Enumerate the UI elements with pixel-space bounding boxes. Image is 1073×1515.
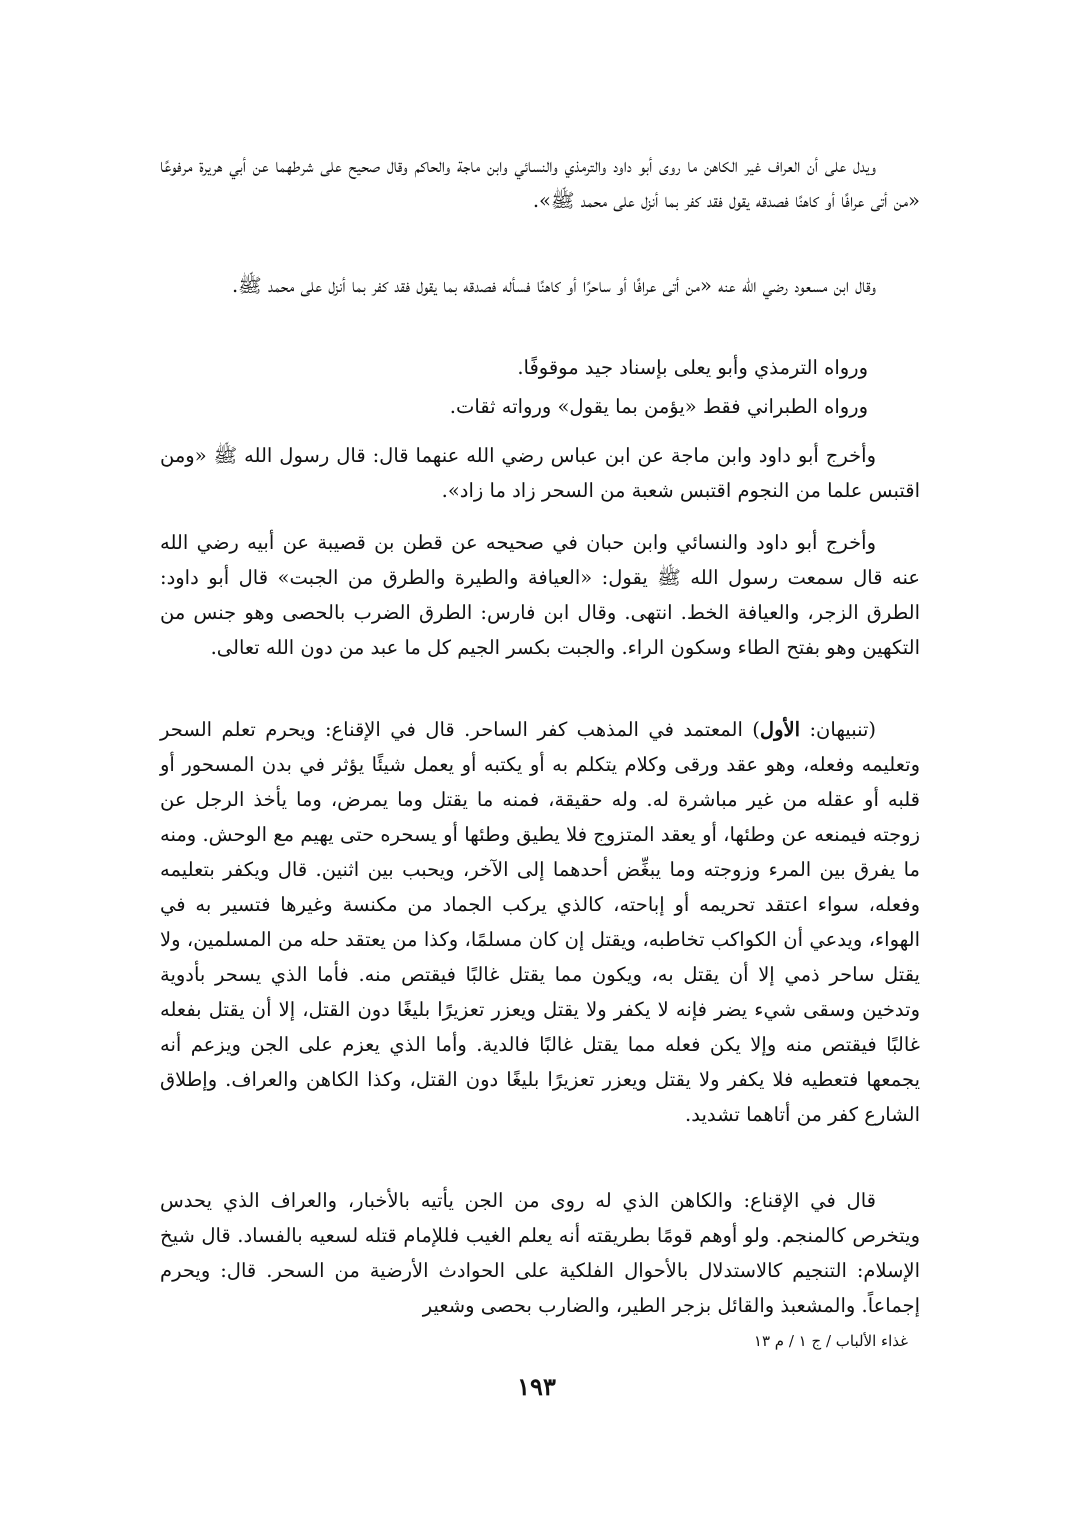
paragraph-5: وأخرج أبو داود وابن ماجة عن ابن عباس رضي الله عنهما قال: قال رسول الله ﷺ «ومن اقتبس علما من النجوم اقتبس شعبة من السحر زاد ما زاد». — [160, 444, 920, 502]
paragraph-6: وأخرج أبو داود والنسائي وابن حبان في صحيحه عن قطن بن قصيبة عن أبيه رضي الله عنه قال سمعت رسول الله ﷺ يقول: «العيافة والطيرة والطرق من الجبت» قال أبو داود: الطرق الزجر، والعيافة الخط. انتهى. وقال ابن فارس: الطرق الضرب بالحصى وهو جنس من التكهين وهو بفتح الطاء وسكون الراء. والجبت بكسر الجيم كل ما عبد من دون الله تعالى. — [160, 531, 921, 659]
paragraph-8: قال في الإقناع: والكاهن الذي له روى من الجن يأتيه بالأخبار، والعراف الذي يحدس ويتخرص كالمنجم. ولو أوهم قومًا بطريقته أنه يعلم الغيب فللإمام قتله لسعيه بالفساد. قال شيخ الإسلام: التنجيم كالاستدلال بالأحوال الفلكية على الحوادث الأرضية من السحر. قال: ويحرم إجماعاً. والمشعبذ والقائل بزجر الطير، والضارب بحصى وشعير — [160, 1189, 920, 1317]
paragraph-2: وقال ابن مسعود رضي الله عنه «من أتى عرافًا أو ساحرًا أو كاهنًا فسأله فصدقه بما يقول فقد كفر بما أنزل على محمد ﷺ. — [231, 274, 876, 297]
paragraph-7-bold-term: الأول — [759, 718, 801, 741]
paragraph-7-lead: (تنبيهان: — [800, 718, 876, 741]
paragraph-3: ورواه الترمذي وأبو يعلى بإسناد جيد موقوفًا. — [517, 356, 868, 379]
page-number: ١٩٣ — [517, 1372, 556, 1401]
paragraph-1: ويدل على أن العراف غير الكاهن ما روى أبو داود والترمذي والنسائي وابن ماجة والحاكم وقال صحيح على شرطهما عن أبي هريرة مرفوعًا «من أتى عرافًا أو كاهنًا فصدقه يقول فقد كفر بما أنزل على محمد ﷺ». — [160, 154, 920, 212]
paragraph-7 — [160, 712, 920, 1132]
paragraph-4: ورواه الطبراني فقط «يؤمن بما يقول» ورواته ثقات. — [449, 395, 868, 418]
footer-note: غذاء الألباب / ج ١ / م ١٣ — [753, 1332, 908, 1350]
paragraph-7-body: ) المعتمد في المذهب كفر الساحر. قال في الإقناع: ويحرم تعلم السحر وتعليمه وفعله، وهو عقد ورقى وكلام يتكلم به أو يكتبه أو يعمل شيئًا يؤثر في بدن المسحور أو قلبه أو عقله من غير مباشرة له. وله حقيقة، فمنه ما يقتل وما يمرض، وما يأخذ الرجل عن زوجته فيمنعه عن وطئها، أو يعقد المتزوج فلا يطيق وطئها أو يسحره حتى يهيم مع الوحش. ومنه ما يفرق بين المرء وزوجته وما يبغِّض أحدهما إلى الآخر، ويحبب بين اثنين. قال ويكفر بتعليمه وفعله، سواء اعتقد تحريمه أو إباحته، كالذي يركب الجماد من مكنسة وغيرها فتسير به في الهواء، ويدعي أن الكواكب تخاطبه، ويقتل إن كان مسلمًا، وكذا من يعتقد حله من المسلمين، ولا يقتل ساحر ذمي إلا أن يقتل به، ويكون مما يقتل غالبًا فيقتص منه. فأما الذي يسحر بأدوية وتدخين وسقى شيء يضر فإنه لا يكفر ولا يقتل ويعزر تعزيرًا بليغًا دون القتل، إلا أن يقتل بفعله غالبًا فيقتص منه وإلا يكن فعله مما يقتل غالبًا فالدية. وأما الذي يعزم على الجن ويزعم أنه يجمعها فتعطيه فلا يكفر ولا يقتل ويعزر تعزيرًا بليغًا دون القتل، وكذا الكاهن والعراف. وإطلاق الشارع كفر من أتاهما تشديد. — [160, 718, 920, 1126]
